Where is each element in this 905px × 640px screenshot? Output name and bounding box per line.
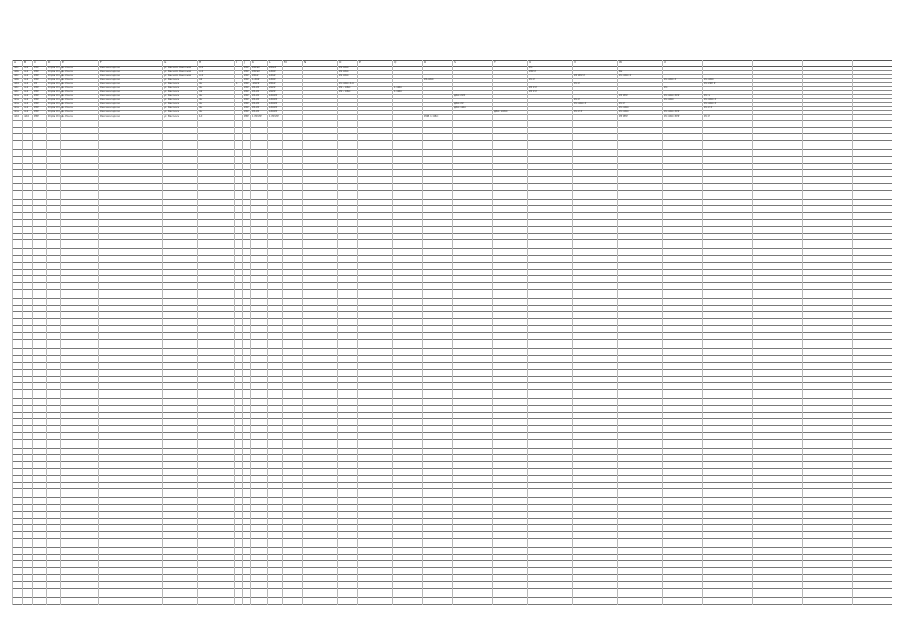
column-divider [242,60,243,605]
table-cell: PPKP [252,74,259,77]
table-cell: yr. Bacnovs [164,98,179,101]
table-cell: dca [14,94,19,97]
table-cell: Bx [619,70,623,73]
column-letter: Q [394,60,397,64]
table-cell: Pcpta Pcmp [48,94,64,97]
spreadsheet [12,60,892,605]
column-letter: P [359,60,361,64]
table-cell: PPP [244,66,249,69]
table-cell: 4.4 [24,78,29,81]
table-cell: 1РКРР [269,98,278,101]
table-cell: 4L [199,98,203,101]
table-cell: ddc [14,86,19,89]
table-cell: PC ОБС P [574,102,587,105]
table-cell: ddc [14,90,19,93]
table-cell: Pcpta Pcmp [48,98,64,101]
table-cell: РР-РР [252,102,260,105]
table-cell: PPP [34,110,39,113]
table-cell: PC OБС P-0 [339,82,354,85]
column-divider [702,60,703,605]
table-cell: PPP [244,106,249,109]
table-cell: Pcpta Pcmp [48,70,64,73]
table-cell: ДБС РР [454,102,464,105]
table-cell: PC ОБС РРР [664,94,680,97]
table-cell: ddb [14,70,19,73]
table-cell: 1РКР [269,78,276,81]
table-cell: PC ОБС РРР [664,115,680,118]
table-cell: Pcpta Pcmp [48,110,64,113]
table-cell: Paxcaxocupnoo [100,102,121,105]
table-cell: 1 ОБС [394,90,403,93]
table-cell: 4.4 [24,74,29,77]
table-cell: PC ОБС P [704,102,717,105]
table-cell: PC P [574,82,580,85]
table-cell: yr. Bacnovs [164,110,179,113]
table-cell: Paxcaxocupnoo [100,82,121,85]
table-cell: Paxcaxocupnoo [100,106,121,109]
table-cell: 2KPP [269,86,276,89]
table-cell: 4.4 [24,86,29,89]
column-letter: U [529,60,532,64]
table-cell: PC P [574,98,580,101]
table-cell: yr. Bacnovs [164,82,179,85]
table-cell: yr. Bacnovs [164,102,179,105]
column-letter: X [664,60,667,64]
column-divider [572,60,573,605]
table-cell: yr. Bacnovs [164,106,179,109]
table-cell: PC 1 [704,94,710,97]
table-cell: 4L [199,82,203,85]
table-cell: 1РКР [269,70,276,73]
column-divider [392,60,393,605]
column-divider [46,60,47,605]
table-cell: 4.4 [24,102,29,105]
table-cell: PC P [529,78,535,81]
table-cell: b. Poura [62,90,73,93]
table-cell: PC [664,86,668,89]
column-letter: K [252,60,254,64]
table-cell: 4.4 [24,110,29,113]
table-cell: Paxcaxocupnoo [100,70,121,73]
table-cell: PPP [244,86,249,89]
table-cell: b. Poura [62,106,73,109]
table-cell: Pcpta Pcmp [48,82,64,85]
table-cell: b. Poura [62,74,73,77]
column-divider [422,60,423,605]
table-cell: P0 - ОБС [339,90,351,93]
table-cell: PP P P [529,90,537,93]
table-cell: PPP [34,90,39,93]
table-cell: 4.4 [24,70,29,73]
table-cell: PC ОБС P [704,98,717,101]
table-cell: PPP [34,106,39,109]
table-cell: yr. Bacnovs [164,86,179,89]
table-cell: PPP [244,98,249,101]
table-cell: РР-РР [252,86,260,89]
table-cell: PPP [34,94,39,97]
table-cell: 1d [199,115,203,118]
table-cell: ddc [14,66,19,69]
column-letter: V [574,60,577,64]
column-letter: T [494,60,496,64]
column-divider [802,60,803,605]
table-cell: ddd [24,115,29,118]
table-cell: PPP [244,82,249,85]
table-cell: 4L [199,106,203,109]
table-cell: Pcpta Pcmp [48,115,64,118]
table-cell: Pcpta Pcmp [48,106,64,109]
table-cell: 1 ОБС [394,86,403,89]
table-cell: РР-РР [252,106,260,109]
table-cell: Paxcaxocupnoo [100,74,121,77]
column-divider [162,60,163,605]
table-cell: dca [14,110,19,113]
column-divider [267,60,268,605]
table-cell: PPP [244,102,249,105]
column-divider [527,60,528,605]
table-cell: PC P P [574,110,583,113]
table-cell: PPP [34,115,39,118]
table-cell: yr. Bacuzm Baorovsk [164,70,192,73]
table-cell: PPP [34,86,39,89]
table-cell: PP-OБС [424,78,434,81]
column-divider [197,60,198,605]
table-cell: л.2 [199,66,204,69]
table-cell: PPP [244,110,249,113]
table-cell: PC ОБС [664,98,674,101]
table-cell: Paxcaxocupnoo [100,66,121,69]
table-cell: PC ОБС [619,106,629,109]
table-cell: Pcpta Pcmp [48,78,64,81]
column-letter: C [34,60,37,64]
column-letter: O [339,60,342,64]
column-letter: A [14,60,17,64]
column-divider [12,60,13,605]
table-cell: РР-РР [252,98,260,101]
table-cell: PP [34,82,38,85]
table-cell: yr. Bacuzm Baorovsk [164,66,192,69]
table-cell: b. Poura [62,102,73,105]
table-cell: 1 PP-PP [252,115,262,118]
table-cell: b. Poura [62,115,73,118]
table-cell: 1 [236,82,238,85]
column-letter: R [424,60,427,64]
table-cell: PPP [34,70,39,73]
table-cell: PDB 1 ОБС [424,115,439,118]
table-cell: P0 ОБС [339,70,349,73]
table-cell: PPP [34,74,39,77]
table-cell: РР-РР [252,94,260,97]
table-cell: PC P [619,102,625,105]
table-cell: b. Poura [62,98,73,101]
column-letter: D [48,60,51,64]
table-cell: PPP [244,90,249,93]
table-cell: ddd [14,82,19,85]
column-divider [337,60,338,605]
table-cell: Pcpta Pcmp [48,102,64,105]
table-cell: Pcpta Pcmp [48,66,64,69]
table-cell: PPP [34,102,39,105]
table-cell: Paxcaxocupnoo [100,94,121,97]
table-cell: 2KPP [269,90,276,93]
table-cell: ddd [14,115,19,118]
table-cell: yr. Bacnovs [164,78,179,81]
table-cell: 4.4 [24,106,29,109]
column-letter: M [284,60,287,64]
table-cell: b. Poura [62,78,73,81]
table-cell: Pcpta Pcmp [48,90,64,93]
column-letter: I [236,60,237,64]
table-cell: Paxcaxocupnoo [100,78,121,81]
table-cell: PPP [244,115,249,118]
table-cell: 4.4 [24,66,29,69]
column-letter: B [24,60,27,64]
table-cell: 4.4 [24,90,29,93]
column-divider [852,60,853,605]
table-cell: PPP [244,94,249,97]
table-cell: b. Poura [62,66,73,69]
table-cell: PPP [34,78,39,81]
table-cell: 4L [199,102,203,105]
table-cell: PP PPP [619,115,628,118]
table-cell: 1PKP [269,74,276,77]
column-letter: W [619,60,622,64]
table-cell: PPP P [529,70,537,73]
column-divider [492,60,493,605]
table-cell: dca [14,102,19,105]
table-cell: 1РКРР [269,94,278,97]
table-cell: P0 - ОБС [339,86,351,89]
column-divider [22,60,23,605]
table-cell: dca [14,98,19,101]
table-cell: л2 [199,90,203,93]
table-cell: b. Poura [62,94,73,97]
column-letter: G [164,60,167,64]
table-cell: PC [529,66,533,69]
table-cell: Paxcaxocupnoo [100,110,121,113]
column-divider [98,60,99,605]
table-cell: PPP [244,70,249,73]
table-cell: 4.4 [24,98,29,101]
table-cell: РР-РР [252,90,260,93]
table-cell: PC ОБС [704,78,714,81]
column-letter: L [269,60,271,64]
table-cell: 2PK-P [269,66,277,69]
table-cell: л.2 [199,74,204,77]
table-cell: PC P [704,115,710,118]
table-cell: PC ОБС РРР [664,110,680,113]
column-divider [250,60,251,605]
column-letter: E [62,60,64,64]
table-cell: yr. Bacuzm Baorovsk [164,74,192,77]
column-divider [282,60,283,605]
column-divider [357,60,358,605]
table-cell: л2 [199,78,203,81]
table-cell: PPP [244,78,249,81]
table-cell: ddb [14,78,19,81]
column-divider [302,60,303,605]
table-cell: P0 ОБС [339,66,349,69]
column-divider [752,60,753,605]
table-cell: yr. Bacnovs [164,94,179,97]
column-divider [60,60,61,605]
table-cell: PC ОБС [619,110,629,113]
table-cell: b. Poura [62,86,73,89]
table-cell: 1-Р0Р [252,78,260,81]
table-cell: PC PPP P [704,82,716,85]
table-cell: PC P P [704,106,713,109]
table-cell: 1РКРР [269,110,278,113]
table-cell: ДБС 1ОБС [494,110,508,113]
table-cell: 4L [199,110,203,113]
column-divider [452,60,453,605]
table-cell: Paxcaxocupnoo [100,98,121,101]
column-divider [234,60,235,605]
column-letter: H [199,60,202,64]
table-cell: ДБС РРР [454,94,466,97]
table-cell: PPP [244,74,249,77]
table-cell: yr. Bacnovs [164,90,179,93]
table-cell: 4.4 [24,94,29,97]
column-divider [662,60,663,605]
table-cell: 1РКРР [269,102,278,105]
table-cell: P0 ОБС [339,74,349,77]
table-cell: Paxcaxocupnoo [100,115,121,118]
table-cell: л.2 [199,70,204,73]
table-cell: PC OБС P [664,78,677,81]
table-cell: PP P P [529,86,537,89]
table-cell: 4.4 [24,82,29,85]
table-cell: 1 РР-РР [269,115,279,118]
column-letter: F [100,60,102,64]
table-cell: ДБС ОБС [454,106,467,109]
table-cell: 4L [199,86,203,89]
table-cell: ddc [14,74,19,77]
table-cell: b. Poura [62,110,73,113]
table-cell: Paxcaxocupnoo [100,90,121,93]
table-cell: Pcpta Pcmp [48,74,64,77]
column-divider [32,60,33,605]
table-cell: dca [14,106,19,109]
table-cell: b. Poura [62,70,73,73]
table-cell: РРР2Р [252,70,260,73]
table-cell: Pcpta Pcmp [48,86,64,89]
column-letter: J [244,60,245,64]
table-cell: Paxcaxocupnoo [100,86,121,89]
table-cell: b. Poura [62,82,73,85]
table-cell: yr. Bacnovs [164,115,179,118]
table-cell: РРР2Р [252,66,260,69]
table-cell: РР-РР [252,110,260,113]
table-cell: PP PPP [619,94,628,97]
table-cell: PC ОБС P [619,74,632,77]
table-cell: PPKP [269,82,276,85]
column-divider [617,60,618,605]
column-letter: S [454,60,456,64]
table-cell: PPP [34,66,39,69]
table-cell: PPP [34,98,39,101]
table-cell: PP PPP P [574,74,586,77]
table-cell: -Р0РР [252,82,260,85]
column-letter: N [304,60,307,64]
table-cell: 4L [199,94,203,97]
table-cell: 1РКРР [269,106,278,109]
